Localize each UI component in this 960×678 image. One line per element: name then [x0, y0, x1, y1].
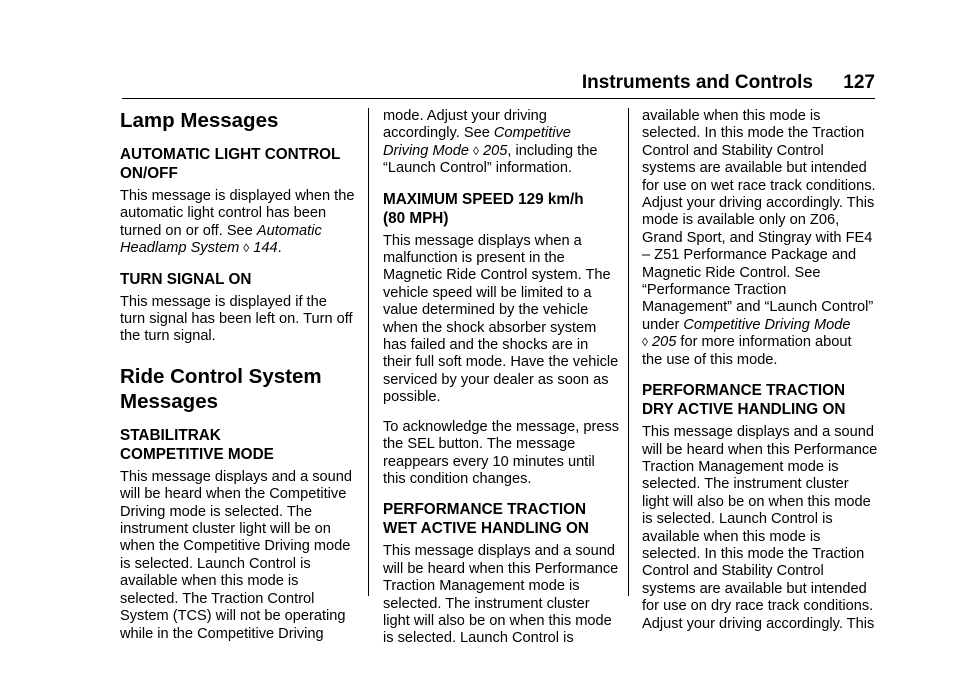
page-header — [122, 72, 875, 99]
paragraph-turn-signal: This message is displayed if the turn signal has been left on. Turn off the turn signal. — [120, 293, 353, 345]
subheading-stabilitrak: STABILITRAK COMPETITIVE MODE — [120, 426, 274, 463]
link-competitive[interactable]: Competitive — [493, 125, 571, 142]
page-ref-icon: ◊ — [642, 335, 648, 350]
subheading-automatic-light-control: AUTOMATIC LIGHT CONTROL ON/OFF — [120, 146, 341, 182]
header-title: Instruments and Controls — [581, 72, 813, 93]
column-divider-2 — [628, 108, 629, 596]
column-1 — [120, 108, 356, 655]
paragraph-automatic-light-control: This message is displayed when the automatic light control has been turned on or off. See Automatic Headlamp System ◊ 144. — [120, 188, 355, 257]
paragraph-maximum-speed: This message displays when a malfunction is present in the Magnetic Ride Control system. The vehicle speed will be limited to a value determined by the vehicle when the shock absorber system has failed and the shocks are in their full soft mode. Have the vehicle serviced by your dealer as soon as possible. — [383, 232, 619, 406]
column-2 — [383, 108, 619, 660]
page-number: 127 — [843, 72, 875, 93]
link-competitive-driving-mode[interactable]: Competitive Driving Mode — [683, 316, 851, 333]
subheading-turn-signal-on: TURN SIGNAL ON — [120, 270, 252, 288]
paragraph-dry-active-handling: This message displays and a sound will be heard when this Performance Traction Management mode is selected. The instrument cluster light will also be on when this mode is selected. Launch Control is available when this mode is selected. In this mode the Traction Control and Stability Control systems are available but intended for use on dry race track conditions. Adjust your driving accordingly. This — [642, 424, 878, 632]
paragraph-wet-continued: available when this mode is selected. In this mode the Traction Control and Stability Control systems are available but intended for use on wet race track conditions. Adjust your driving accordingly. This mode is available only on Z06, Grand Sport, and Stingray with FE4 – Z51 Performance Package and Magnetic Ride Control. See “Performance Traction Management” and “Launch Control” under Competitive Driving Mode ◊ 205 for more information about the use of this mode. — [642, 108, 876, 368]
link-driving-mode[interactable]: Driving Mode — [383, 142, 469, 159]
column-divider-1 — [368, 108, 369, 596]
link-headlamp-system[interactable]: Headlamp System — [120, 240, 240, 257]
subheading-dry-active-handling: PERFORMANCE TRACTION DRY ACTIVE HANDLING ON — [642, 382, 846, 419]
column-3 — [642, 108, 878, 645]
paragraph-acknowledge: To acknowledge the message, press the SEL button. The message reappears every 10 minutes until this condition changes. — [383, 418, 620, 487]
link-automatic-headlamp-system[interactable]: Automatic — [256, 222, 322, 239]
page-ref-icon: ◊ — [473, 143, 479, 158]
paragraph-stabilitrak: This message displays and a sound will be heard when the Competitive Driving mode is selected. The instrument cluster light will be on when the Competitive Driving mode is selected. Launch Control is available when this mode is selected. The Traction Control System (TCS) will not be operating while in the Competitive Driving — [120, 468, 353, 642]
paragraph-competitive-continued: mode. Adjust your driving accordingly. See Competitive Driving Mode ◊ 205, including the “Launch Control” information. — [383, 108, 598, 177]
subheading-maximum-speed: MAXIMUM SPEED 129 km/h (80 MPH) — [383, 190, 584, 227]
section-heading-ride-control: Ride Control System Messages — [120, 364, 322, 413]
section-heading-lamp-messages: Lamp Messages — [120, 109, 279, 132]
paragraph-wet-active-handling: This message displays and a sound will be heard when this Performance Traction Management mode is selected. The instrument cluster light will also be on when this mode is selected. Launch Control is — [383, 543, 619, 647]
page-ref-icon: ◊ — [243, 241, 250, 256]
subheading-wet-active-handling: PERFORMANCE TRACTION WET ACTIVE HANDLING ON — [383, 501, 589, 538]
